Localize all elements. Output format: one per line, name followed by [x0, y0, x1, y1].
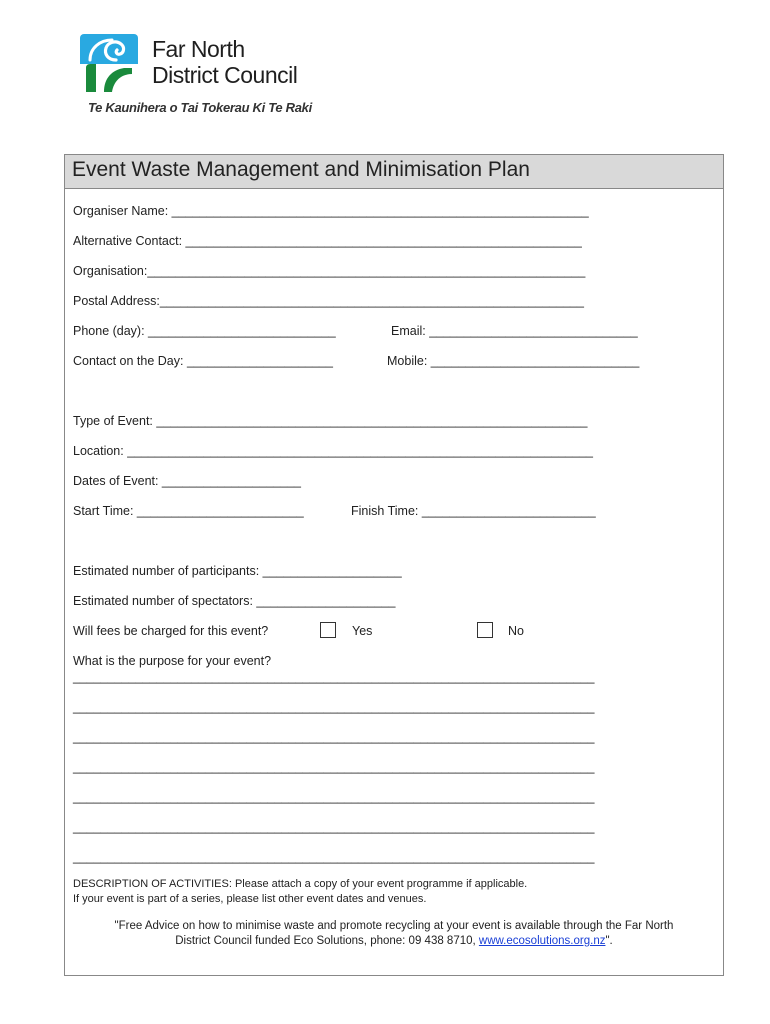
council-name — [152, 36, 297, 88]
free-advice-line2 — [73, 934, 715, 949]
koru-logo-icon — [80, 34, 138, 92]
free-advice-suffix: ". — [605, 935, 613, 947]
council-logo — [80, 34, 320, 124]
form-header — [65, 155, 723, 189]
fees-question: Will fees be charged for this event? — [73, 624, 269, 638]
free-advice-line1: "Free Advice on how to minimise waste and promote recycling at your event is available through the Far North — [114, 920, 674, 932]
mobile-field[interactable]: Mobile: ______________________________ — [387, 354, 640, 368]
start-time-field[interactable]: Start Time: ________________________ — [73, 504, 304, 518]
council-name-line2: District Council — [152, 62, 298, 88]
fees-yes-checkbox[interactable] — [320, 622, 336, 638]
purpose-line-2[interactable]: ___________________________________________________________________________ — [73, 700, 595, 714]
fees-no-checkbox[interactable] — [477, 622, 493, 638]
activities-description-line1: DESCRIPTION OF ACTIVITIES: Please attach a copy of your event programme if applicable. — [73, 878, 528, 890]
participants-field[interactable]: Estimated number of participants: ____________________ — [73, 564, 402, 578]
email-field[interactable]: Email: ______________________________ — [391, 324, 638, 338]
alternative-contact-field[interactable]: Alternative Contact: _________________________________________________________ — [73, 234, 582, 248]
organisation-field[interactable]: Organisation:_______________________________________________________________ — [73, 264, 586, 278]
free-advice-prefix: District Council funded Eco Solutions, phone: 09 438 8710, — [175, 935, 479, 947]
purpose-line-7[interactable]: ___________________________________________________________________________ — [73, 850, 595, 864]
phone-day-field[interactable]: Phone (day): ___________________________ — [73, 324, 336, 338]
purpose-line-4[interactable]: ___________________________________________________________________________ — [73, 760, 595, 774]
council-maori-name: Te Kaunihera o Tai Tokerau Ki Te Raki — [88, 100, 312, 115]
ecosolutions-link[interactable]: www.ecosolutions.org.nz — [478, 935, 606, 947]
fees-yes-label: Yes — [352, 624, 373, 638]
free-advice-note — [73, 919, 715, 949]
contact-on-day-field[interactable]: Contact on the Day: _____________________ — [73, 354, 333, 368]
location-field[interactable]: Location: ___________________________________________________________________ — [73, 444, 593, 458]
fees-no-label: No — [508, 624, 524, 638]
purpose-line-5[interactable]: ___________________________________________________________________________ — [73, 790, 595, 804]
activities-description-line2: If your event is part of a series, please list other event dates and venues. — [73, 893, 427, 905]
purpose-line-3[interactable]: ___________________________________________________________________________ — [73, 730, 595, 744]
finish-time-field[interactable]: Finish Time: _________________________ — [351, 504, 596, 518]
purpose-question: What is the purpose for your event? — [73, 654, 272, 668]
form-title: Event Waste Management and Minimisation Plan — [72, 158, 530, 181]
dates-of-event-field[interactable]: Dates of Event: ____________________ — [73, 474, 301, 488]
council-name-line1: Far North — [152, 36, 245, 62]
type-of-event-field[interactable]: Type of Event: ______________________________________________________________ — [73, 414, 588, 428]
postal-address-field[interactable]: Postal Address:_____________________________________________________________ — [73, 294, 584, 308]
form-container — [64, 154, 724, 976]
spectators-field[interactable]: Estimated number of spectators: ____________________ — [73, 594, 396, 608]
organiser-name-field[interactable]: Organiser Name: ____________________________________________________________ — [73, 204, 589, 218]
purpose-line-6[interactable]: ___________________________________________________________________________ — [73, 820, 595, 834]
purpose-line-1[interactable]: ___________________________________________________________________________ — [73, 670, 595, 684]
